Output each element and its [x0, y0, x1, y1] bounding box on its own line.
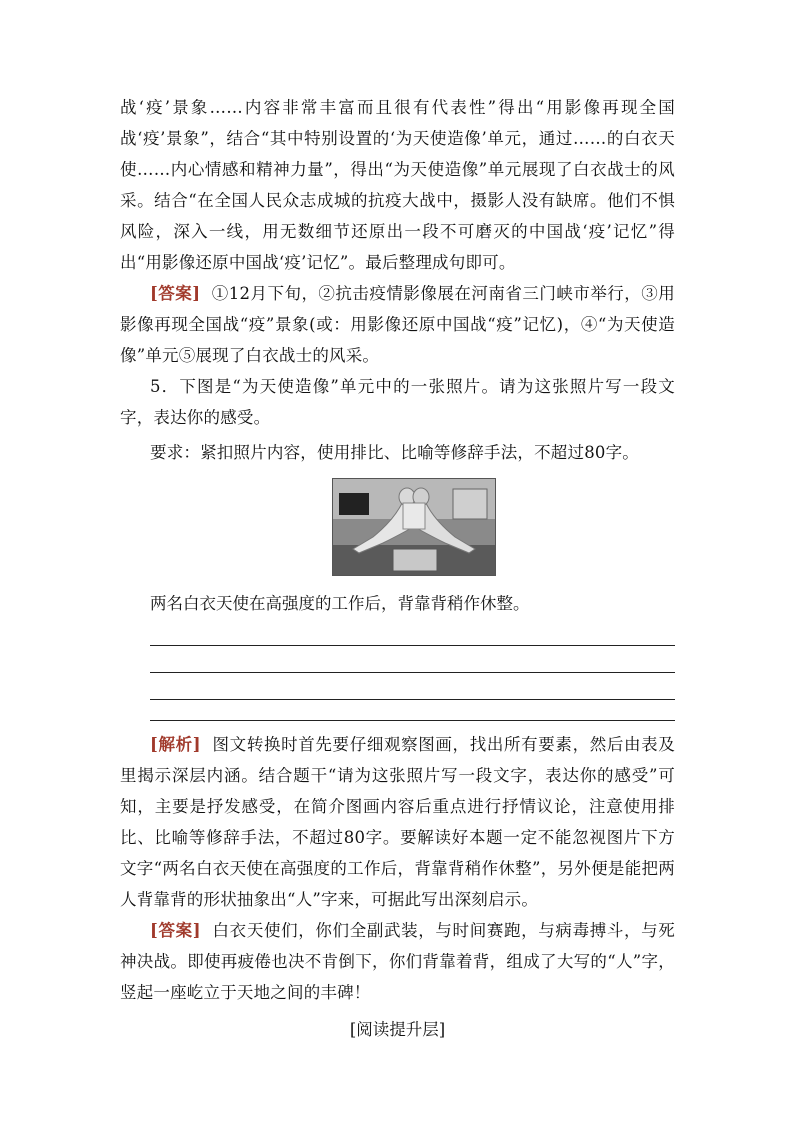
question-5-requirement: 要求：紧扣照片内容，使用排比、比喻等修辞手法，不超过80字。 — [150, 443, 639, 462]
answer-tag-5: [答案] — [150, 921, 201, 940]
analysis-continuation: 战‘疫’景象……内容非常丰富而且很有代表性”得出“用影像再现全国战‘疫’景象”，结合“其中特别设置的‘为天使造像’单元，通过……的白衣天使……内心情感和精神力量”，得出“为天使造像”单元展现了白衣战士的风采。结合“在全国人民众志成城的抗疫大战中，摄影人没有缺席。他们不惧风险，深入一线，用无数细节还原出一段不可磨灭的中国战‘疫’记忆”得出“用影像还原中国战‘疫’记忆”。最后整理成句即可。 — [120, 98, 675, 272]
answer-line-2 — [150, 646, 675, 673]
answer-tag: [答案] — [150, 284, 201, 303]
answer-4 — [120, 278, 675, 371]
answer-4-text: ①12月下旬，②抗击疫情影像展在河南省三门峡市举行，③用影像再现全国战“疫”景象(或：用影像还原中国战“疫”记忆)，④“为天使造像”单元⑤展现了白衣战士的风采。 — [120, 284, 675, 365]
photo-two-medics — [332, 478, 496, 576]
answer-5 — [120, 915, 675, 1008]
answer-5-text: 白衣天使们，你们全副武装，与时间赛跑，与病毒搏斗，与死神决战。即使再疲倦也决不肯倒下，你们背靠着背，组成了大写的“人”字，竖起一座屹立于天地之间的丰碑！ — [120, 921, 675, 1002]
analysis-5-text: 图文转换时首先要仔细观察图画，找出所有要素，然后由表及里揭示深层内涵。结合题干“请为这张照片写一段文字，表达你的感受”可知，主要是抒发感受，在简介图画内容后重点进行抒情议论，注意使用排比、比喻等修辞手法，不超过80字。要解读好本题一定不能忽视图片下方文字“两名白衣天使在高强度的工作后，背靠背稍作休整”，另外便是能把两人背靠背的形状抽象出“人”字来，可据此写出深刻启示。 — [120, 735, 675, 909]
photo-caption: 两名白衣天使在高强度的工作后，背靠背稍作休整。 — [150, 594, 530, 613]
answer-line-4 — [150, 700, 675, 721]
answer-line-3 — [150, 673, 675, 700]
section-heading: [阅读提升层] — [349, 1020, 446, 1039]
answer-line-1 — [150, 619, 675, 646]
question-5: 5．下图是“为天使造像”单元中的一张照片。请为这张照片写一段文字，表达你的感受。 — [120, 377, 675, 427]
analysis-5 — [120, 729, 675, 915]
document-page — [120, 92, 675, 1045]
analysis-tag: [解析] — [150, 735, 201, 754]
